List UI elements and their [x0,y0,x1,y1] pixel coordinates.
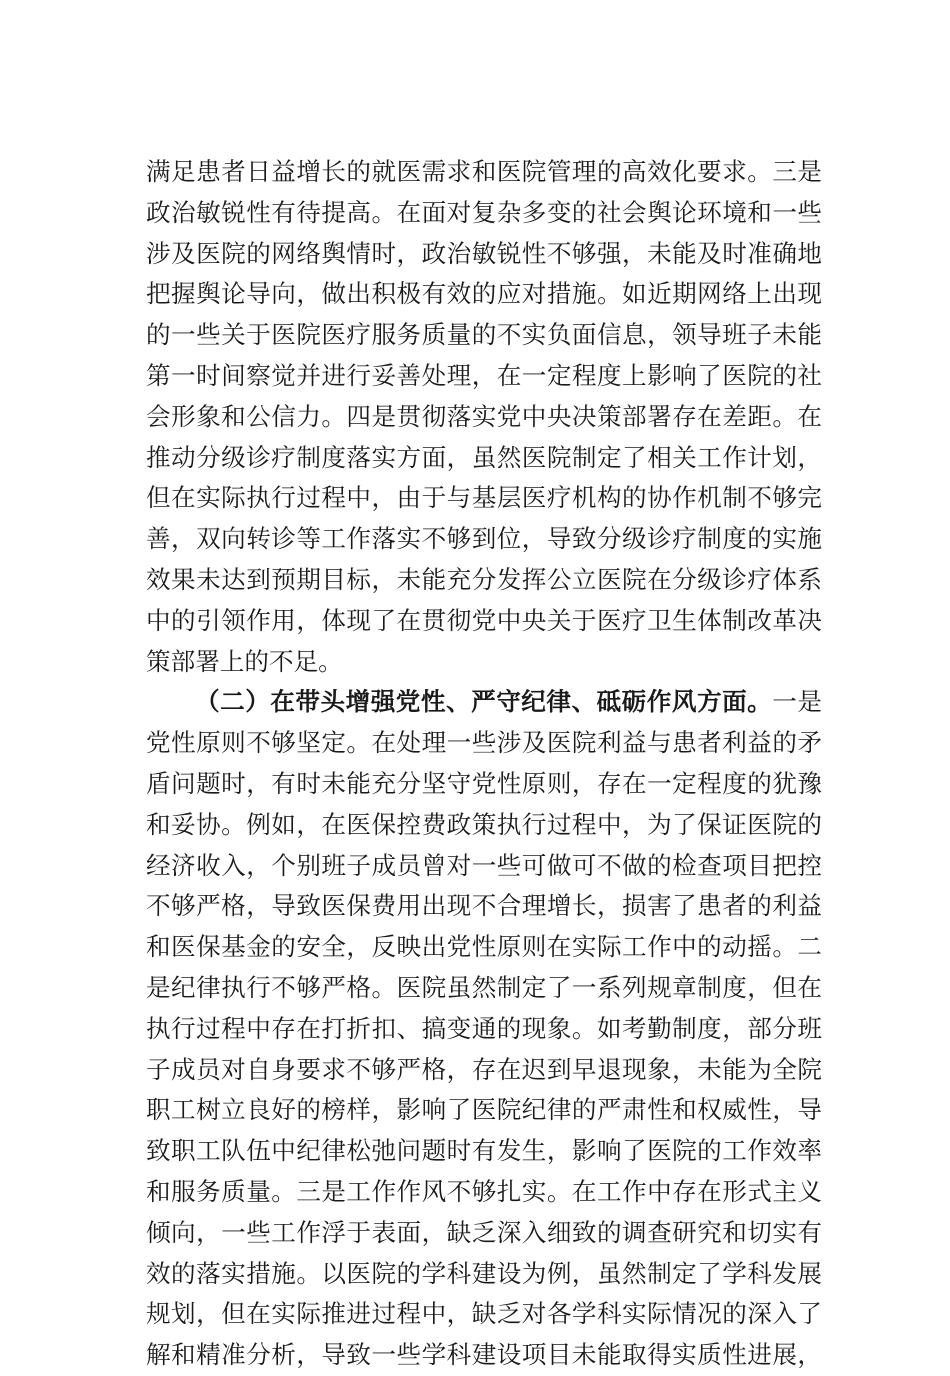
section-heading-line [146,682,822,723]
text-line: 职工树立良好的榜样，影响了医院纪律的严肃性和权威性，导 [146,1095,822,1125]
text-line: 致职工队伍中纪律松弛问题时有发生，影响了医院的工作效率 [146,1136,822,1166]
text-line: 会形象和公信力。四是贯彻落实党中央决策部署存在差距。在 [146,401,822,431]
text-line: 善，双向转诊等工作落实不够到位，导致分级诊疗制度的实施 [146,524,822,554]
text-line: 策部署上的不足。 [146,646,343,676]
text-line: 和妥协。例如，在医保控费政策执行过程中，为了保证医院的 [146,809,822,839]
text-line: 规划，但在实际推进过程中，缺乏对各学科实际情况的深入了 [146,1299,822,1329]
text-line: 涉及医院的网络舆情时，政治敏锐性不够强，未能及时准确地 [146,238,822,268]
text-line: 子成员对自身要求不够严格，存在迟到早退现象，未能为全院 [146,1054,822,1084]
text-line: 党性原则不够坚定。在处理一些涉及医院利益与患者利益的矛 [146,728,822,758]
text-line: 不够严格，导致医保费用出现不合理增长，损害了患者的利益 [146,891,822,921]
text-line: 解和精准分析，导致一些学科建设项目未能取得实质性进展， [146,1340,822,1370]
text-line: 和医保基金的安全，反映出党性原则在实际工作中的动摇。二 [146,932,822,962]
text-line: 但在实际执行过程中，由于与基层医疗机构的协作机制不够完 [146,483,822,513]
text-line: 中的引领作用，体现了在贯彻党中央关于医疗卫生体制改革决 [146,605,822,635]
text-line: 经济收入，个别班子成员曾对一些可做可不做的检查项目把控 [146,850,822,880]
heading-line-rest: 一是 [772,687,822,717]
text-line: 把握舆论导向，做出积极有效的应对措施。如近期网络上出现 [146,279,822,309]
body-text [146,152,822,1376]
text-line: 倾向，一些工作浮于表面，缺乏深入细致的调查研究和切实有 [146,1217,822,1247]
text-line: 和服务质量。三是工作作风不够扎实。在工作中存在形式主义 [146,1176,822,1206]
text-line: 盾问题时，有时未能充分坚守党性原则，存在一定程度的犹豫 [146,768,822,798]
text-line: 的一些关于医院医疗服务质量的不实负面信息，领导班子未能 [146,320,822,350]
text-line: 效的落实措施。以医院的学科建设为例，虽然制定了学科发展 [146,1258,822,1288]
text-line: 推动分级诊疗制度落实方面，虽然医院制定了相关工作计划， [146,442,822,472]
section-heading: （二）在带头增强党性、严守纪律、砥砺作风方面。 [195,687,773,717]
paragraph-1 [146,152,822,682]
paragraph-2 [146,682,822,1376]
text-line: 是纪律执行不够严格。医院虽然制定了一系列规章制度，但在 [146,972,822,1002]
text-line: 第一时间察觉并进行妥善处理，在一定程度上影响了医院的社 [146,360,822,390]
text-line: 政治敏锐性有待提高。在面对复杂多变的社会舆论环境和一些 [146,197,822,227]
text-line: 效果未达到预期目标，未能充分发挥公立医院在分级诊疗体系 [146,564,822,594]
text-line: 满足患者日益增长的就医需求和医院管理的高效化要求。三是 [146,157,822,186]
text-line: 执行过程中存在打折扣、搞变通的现象。如考勤制度，部分班 [146,1013,822,1043]
